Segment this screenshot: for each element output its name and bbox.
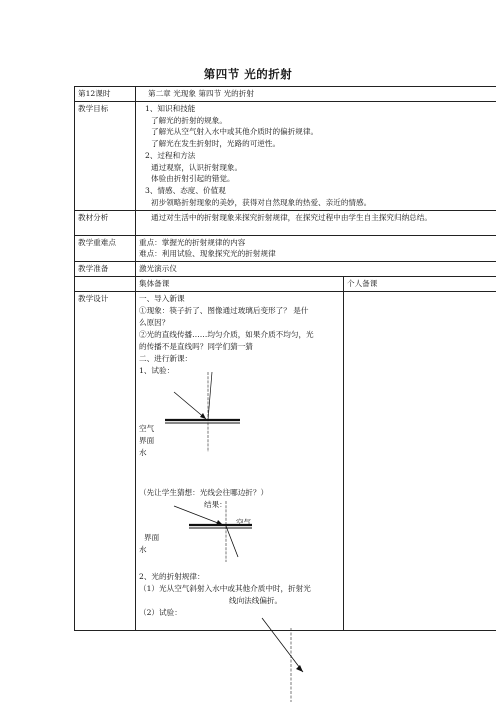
goal-line: 了解光的折射的规象。 bbox=[151, 115, 227, 125]
analysis-label: 教材分析 bbox=[75, 210, 136, 235]
surface-label: 界面 bbox=[139, 435, 155, 445]
prep-row bbox=[75, 262, 496, 277]
lesson-plan-table bbox=[74, 86, 496, 631]
goals-row bbox=[75, 101, 496, 210]
analysis-line: 通过对生活中的折射现象来探究折射规律，在探究过程中由学生自主探究归纳总结。 bbox=[151, 212, 432, 222]
goal-line: 1、知识和技能 bbox=[145, 103, 196, 113]
keypoints-row bbox=[75, 235, 496, 262]
blank-cell bbox=[75, 276, 136, 291]
design-line: 二、进行新课： bbox=[139, 353, 193, 363]
goals-label: 教学目标 bbox=[75, 101, 136, 210]
header-row bbox=[75, 87, 496, 102]
chapter-info: 第二章 光现象 第四节 光的折射 bbox=[136, 87, 496, 102]
arrowhead-icon bbox=[216, 520, 223, 525]
goals-content bbox=[136, 101, 496, 210]
keypoints-content bbox=[136, 235, 496, 262]
keypoint-line: 重点：掌握光的折射规律的内容 bbox=[139, 237, 246, 247]
design-line: 一、导入新课 bbox=[139, 293, 185, 303]
keypoint-line: 难点：利用试验、现象探究光的折射规律 bbox=[139, 249, 276, 259]
design-line: （1）光从空气斜射入水中或其他介质中时，折射光 bbox=[139, 583, 311, 593]
analysis-row bbox=[75, 210, 496, 235]
goal-line: 通过观察，认识折射现象。 bbox=[151, 162, 243, 172]
ray-line bbox=[208, 372, 212, 420]
water-label: 水 bbox=[139, 544, 147, 554]
design-line: 1、试验： bbox=[139, 365, 175, 375]
design-line: （先让学生猜想：光线会往哪边折？） bbox=[139, 487, 269, 497]
design-line: 线向法线偏折。 bbox=[229, 595, 283, 605]
goal-line: 了解光在发生折射时，光路的可逆性。 bbox=[151, 139, 281, 149]
personal-prep-header: 个人备课 bbox=[344, 276, 496, 291]
goal-line: 了解光从空气射入水中或其他介质时的偏折规律。 bbox=[151, 127, 319, 137]
design-line: 么原因？ bbox=[139, 317, 170, 327]
design-line: 的传播不是直线吗？同学们猜一猜 bbox=[139, 341, 253, 351]
result-label: 结果： bbox=[204, 499, 227, 509]
prep-text: 激光演示仪 bbox=[136, 262, 496, 277]
air-label: 空气 bbox=[139, 423, 155, 433]
goal-line: 初步领略折射现象的美妙，获得对自然现象的热爱、亲近的情感。 bbox=[151, 197, 372, 207]
refracted-ray bbox=[226, 526, 238, 557]
group-prep-header: 集体备课 bbox=[136, 276, 344, 291]
water-label: 水 bbox=[139, 447, 147, 457]
lesson-number: 第12课时 bbox=[75, 87, 136, 102]
design-line: （2）试验： bbox=[139, 607, 182, 617]
personal-prep-cell bbox=[344, 291, 496, 630]
arrowhead-icon bbox=[296, 665, 303, 672]
design-line: ②光的直线传播……均匀介质，如果介质不均匀，光 bbox=[139, 329, 314, 339]
design-row bbox=[75, 291, 496, 630]
page-title: 第四节 光的折射 bbox=[203, 67, 293, 81]
analysis-text bbox=[136, 210, 496, 235]
goal-line: 体验由折射引起的错觉。 bbox=[151, 174, 235, 184]
design-label: 教学设计 bbox=[75, 291, 136, 630]
design-line: ①现象：筷子折了、图像通过玻璃后变形了？ 是什 bbox=[139, 305, 309, 315]
surface-label: 界面 bbox=[144, 532, 160, 542]
incident-ray bbox=[174, 392, 206, 419]
design-content bbox=[136, 291, 344, 630]
goal-line: 2、过程和方法 bbox=[145, 150, 196, 160]
prep-header-row bbox=[75, 276, 496, 291]
design-line: 2、光的折射规律： bbox=[139, 571, 205, 581]
air-label: 空气 bbox=[236, 517, 252, 527]
prep-label: 教学准备 bbox=[75, 262, 136, 277]
goal-line: 3、情感、态度、价值观 bbox=[145, 186, 226, 196]
arrowhead-icon bbox=[200, 413, 206, 419]
keypoints-label: 教学重难点 bbox=[75, 235, 136, 262]
